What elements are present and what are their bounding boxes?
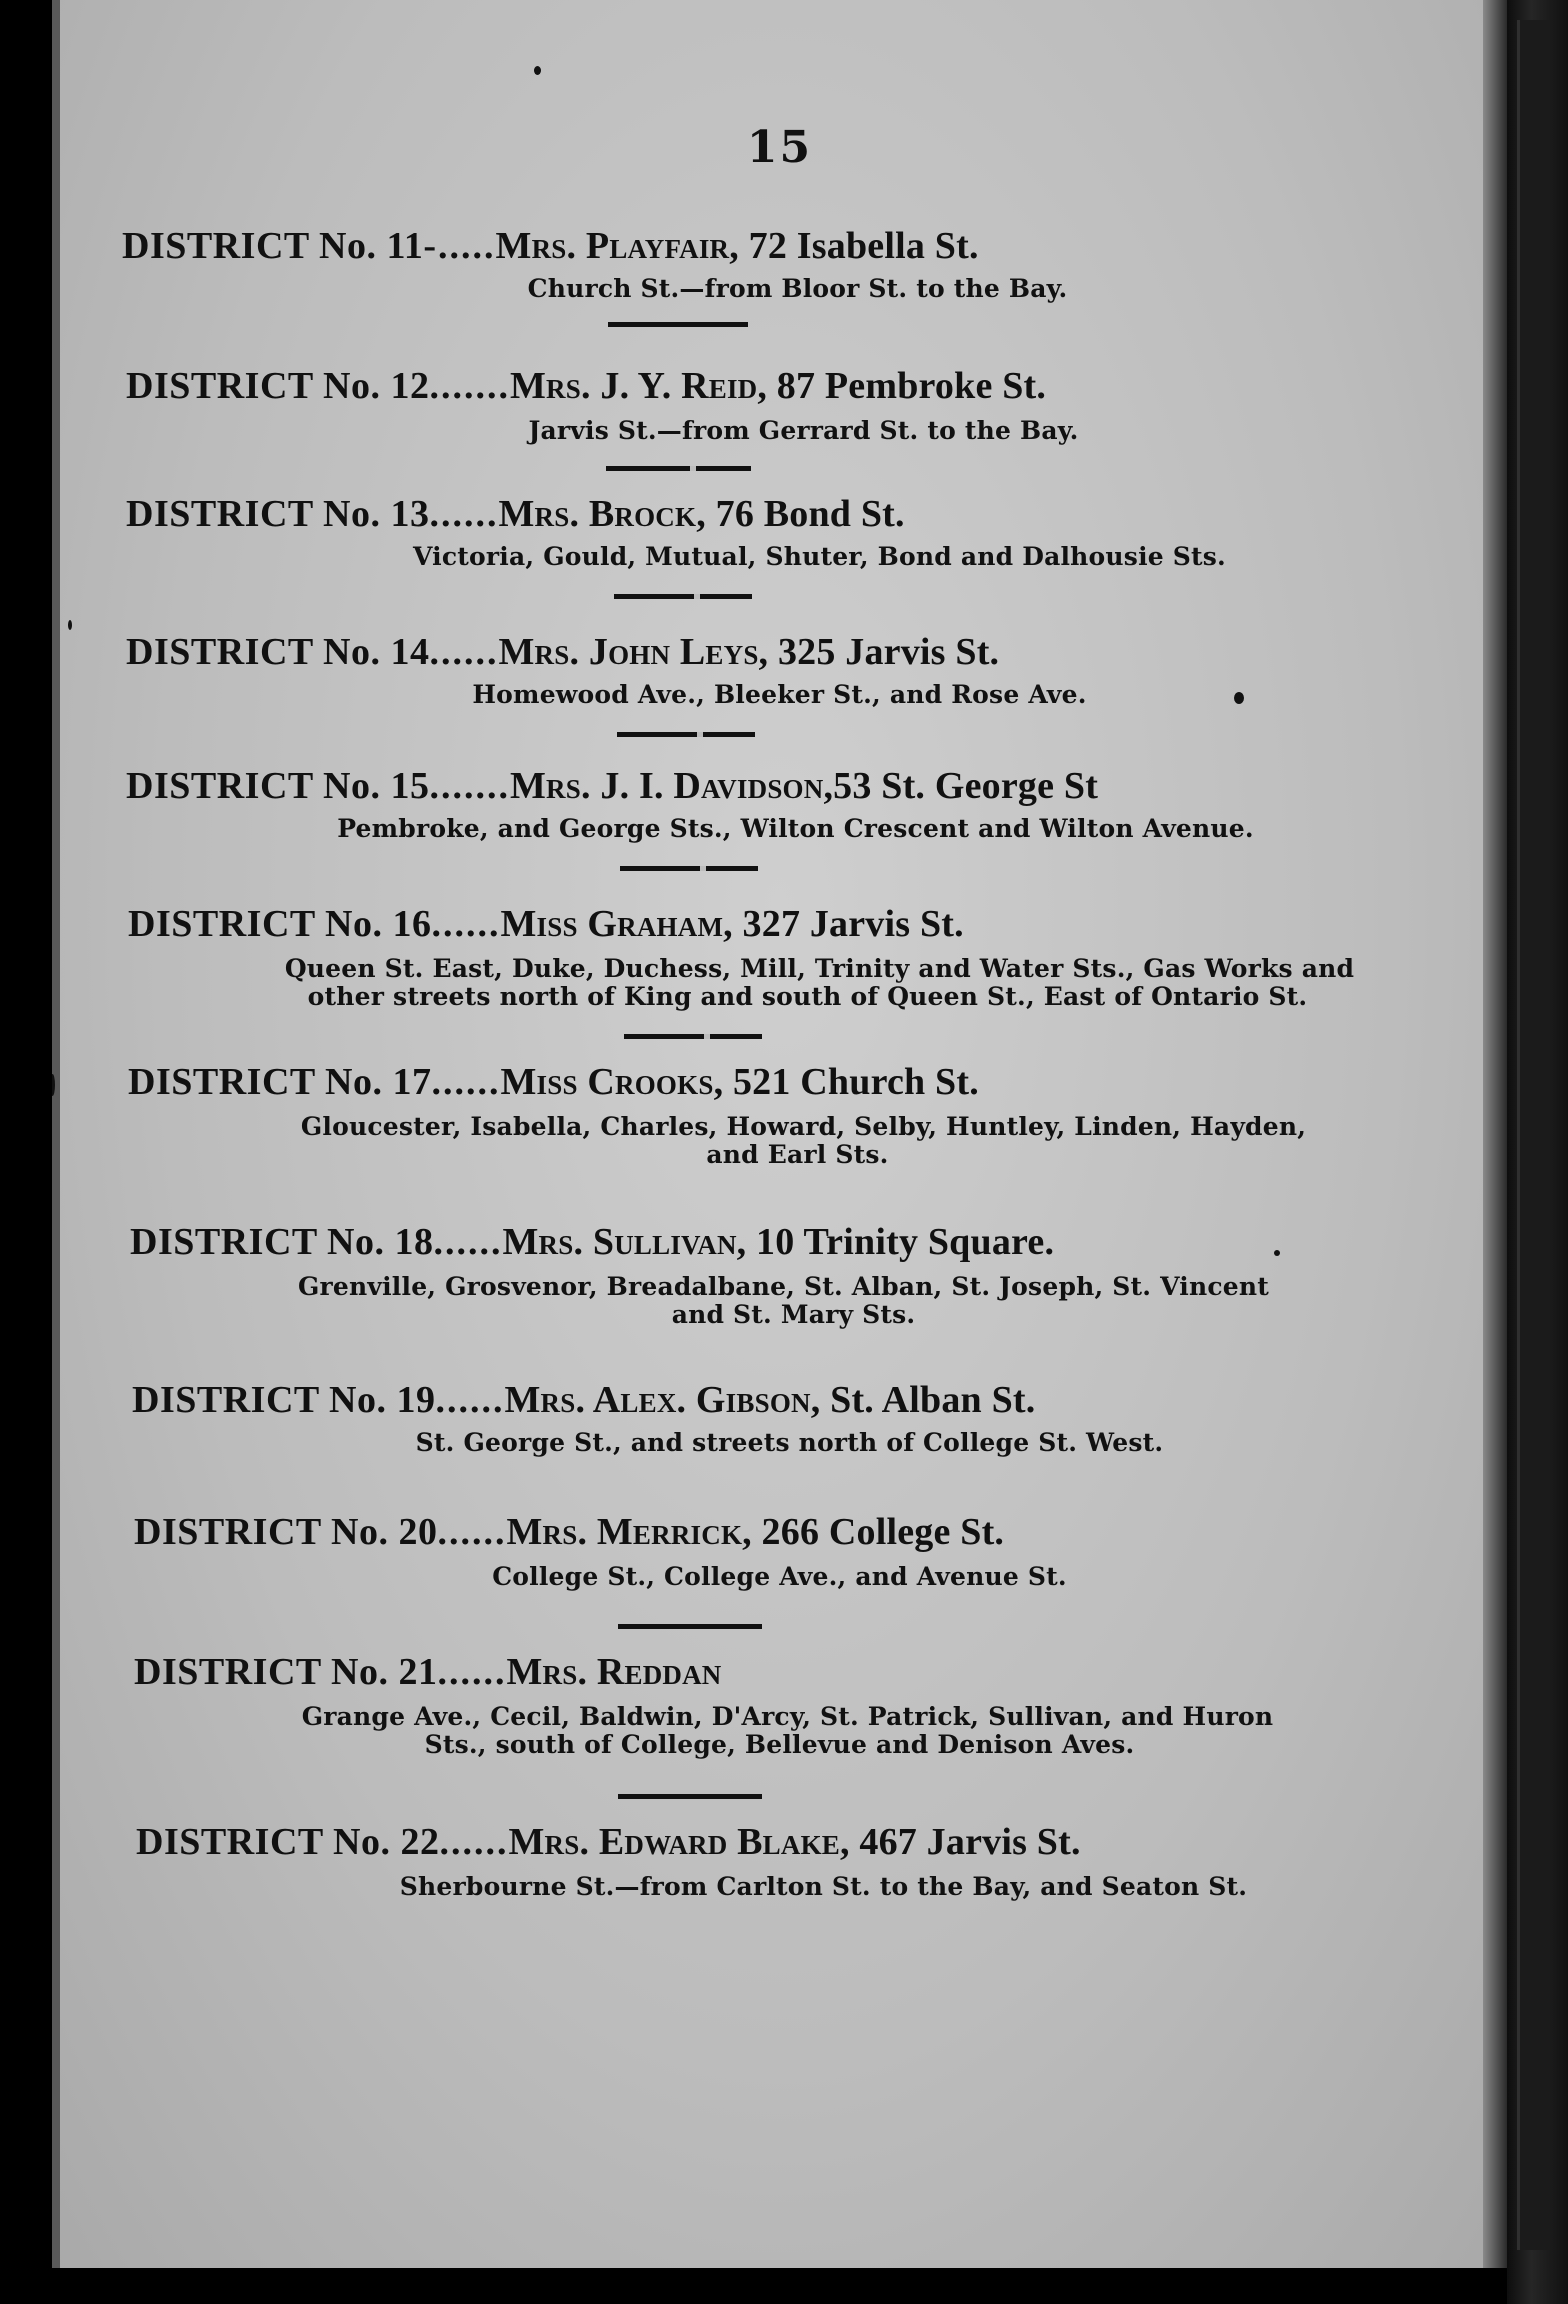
visitor-name: Miss Graham bbox=[500, 903, 724, 945]
district-heading bbox=[134, 1650, 722, 1694]
separator-rule bbox=[618, 1794, 762, 1799]
separator-rule bbox=[617, 732, 755, 737]
district-number: DISTRICT No. 21 bbox=[134, 1651, 438, 1693]
visitor-name: Mrs. J. Y. Reid bbox=[509, 365, 758, 407]
print-speck bbox=[534, 66, 541, 75]
visitor-name: Mrs. Edward Blake bbox=[508, 1821, 840, 1863]
visitor-name: Mrs. J. I. Davidson bbox=[509, 765, 824, 807]
print-speck bbox=[1274, 1250, 1280, 1256]
visitor-name: Mrs. Alex. Gibson bbox=[504, 1379, 811, 1421]
district-streets: Jarvis St.—from Gerrard St. to the Bay. bbox=[528, 416, 1079, 445]
district-streets: St. George St., and streets north of College St. West. bbox=[415, 1428, 1164, 1457]
district-streets-line-2: and Earl Sts. bbox=[706, 1140, 889, 1169]
district-streets: Church St.—from Bloor St. to the Bay. bbox=[527, 274, 1068, 303]
district-streets-line-1: Grange Ave., Cecil, Baldwin, D'Arcy, St. Patrick, Sullivan, and Huron bbox=[301, 1702, 1274, 1731]
book-spine bbox=[1507, 0, 1568, 2304]
visitor-name: Mrs. Playfair bbox=[495, 225, 730, 267]
district-heading bbox=[126, 764, 1098, 808]
leader-dots: ...... bbox=[437, 1511, 507, 1553]
leader-dots: ...... bbox=[429, 631, 499, 673]
district-streets-line-1: Queen St. East, Duke, Duchess, Mill, Trinity and Water Sts., Gas Works and bbox=[284, 954, 1355, 983]
leader-dots: ...... bbox=[435, 1379, 505, 1421]
visitor-address: , St. Alban St. bbox=[810, 1379, 1036, 1421]
document-page bbox=[52, 0, 1507, 2268]
district-streets: College St., College Ave., and Avenue St. bbox=[492, 1562, 1067, 1591]
district-streets-line-1: Grenville, Grosvenor, Breadalbane, St. Alban, St. Joseph, St. Vincent bbox=[297, 1272, 1269, 1301]
district-heading bbox=[136, 1820, 1081, 1864]
separator-rule bbox=[624, 1034, 762, 1039]
district-heading bbox=[126, 630, 999, 674]
district-number: DISTRICT No. 15 bbox=[126, 765, 430, 807]
page-number: 15 bbox=[746, 122, 813, 173]
district-streets-line-2: and St. Mary Sts. bbox=[671, 1300, 916, 1329]
district-streets-line-1: Gloucester, Isabella, Charles, Howard, Selby, Huntley, Linden, Hayden, bbox=[300, 1112, 1307, 1141]
separator-rule bbox=[618, 1624, 762, 1629]
visitor-name: Miss Crooks bbox=[500, 1061, 714, 1103]
district-heading bbox=[126, 492, 905, 536]
district-streets: Pembroke, and George Sts., Wilton Crescent and Wilton Avenue. bbox=[337, 814, 1254, 843]
visitor-name: Mrs. Sullivan bbox=[502, 1221, 737, 1263]
leader-dots: ....... bbox=[429, 365, 510, 407]
district-heading bbox=[122, 224, 979, 268]
print-speck bbox=[1234, 692, 1244, 704]
leader-dots: ...... bbox=[433, 1221, 503, 1263]
district-streets: Homewood Ave., Bleeker St., and Rose Ave. bbox=[472, 680, 1087, 709]
visitor-address: ,53 St. George St bbox=[823, 765, 1099, 807]
visitor-name: Mrs. John Leys bbox=[498, 631, 759, 673]
district-streets: Sherbourne St.—from Carlton St. to the Bay, and Seaton St. bbox=[399, 1872, 1248, 1901]
leader-dots: -..... bbox=[423, 225, 496, 267]
leader-dots: ...... bbox=[429, 493, 499, 535]
separator-rule bbox=[608, 322, 748, 327]
separator-rule bbox=[606, 466, 751, 471]
district-heading bbox=[134, 1510, 1004, 1554]
leader-dots: ...... bbox=[431, 903, 501, 945]
print-speck bbox=[68, 620, 72, 630]
visitor-address: , 521 Church St. bbox=[713, 1061, 979, 1103]
district-streets-line-2: Sts., south of College, Bellevue and Denison Aves. bbox=[424, 1730, 1135, 1759]
visitor-address: , 266 College St. bbox=[742, 1511, 1005, 1553]
district-number: DISTRICT No. 18 bbox=[130, 1221, 434, 1263]
visitor-address: , 72 Isabella St. bbox=[729, 225, 979, 267]
district-number: DISTRICT No. 11 bbox=[122, 225, 424, 267]
separator-rule bbox=[620, 866, 758, 871]
district-number: DISTRICT No. 17 bbox=[128, 1061, 432, 1103]
district-heading bbox=[126, 364, 1046, 408]
leader-dots: ...... bbox=[439, 1821, 509, 1863]
district-streets: Victoria, Gould, Mutual, Shuter, Bond and Dalhousie Sts. bbox=[413, 542, 1226, 571]
district-heading bbox=[130, 1220, 1054, 1264]
district-number: DISTRICT No. 22 bbox=[136, 1821, 440, 1863]
visitor-name: Mrs. Merrick bbox=[506, 1511, 743, 1553]
visitor-address: , 467 Jarvis St. bbox=[839, 1821, 1081, 1863]
district-number: DISTRICT No. 16 bbox=[128, 903, 432, 945]
district-number: DISTRICT No. 19 bbox=[132, 1379, 436, 1421]
district-heading bbox=[128, 1060, 979, 1104]
district-number: DISTRICT No. 13 bbox=[126, 493, 430, 535]
visitor-address: , 87 Pembroke St. bbox=[757, 365, 1047, 407]
visitor-address: , 76 Bond St. bbox=[696, 493, 905, 535]
visitor-name: Mrs. Reddan bbox=[506, 1651, 722, 1693]
district-heading bbox=[132, 1378, 1035, 1422]
visitor-address: , 325 Jarvis St. bbox=[758, 631, 1000, 673]
visitor-name: Mrs. Brock bbox=[498, 493, 697, 535]
leader-dots: ...... bbox=[431, 1061, 501, 1103]
district-number: DISTRICT No. 20 bbox=[134, 1511, 438, 1553]
spine-band bbox=[1517, 20, 1550, 2250]
visitor-address: , 10 Trinity Square. bbox=[736, 1221, 1055, 1263]
separator-rule bbox=[614, 594, 752, 599]
leader-dots: ....... bbox=[429, 765, 510, 807]
district-number: DISTRICT No. 14 bbox=[126, 631, 430, 673]
district-number: DISTRICT No. 12 bbox=[126, 365, 430, 407]
district-heading bbox=[128, 902, 964, 946]
leader-dots: ...... bbox=[437, 1651, 507, 1693]
district-streets-line-2: other streets north of King and south of Queen St., East of Ontario St. bbox=[307, 982, 1308, 1011]
visitor-address: , 327 Jarvis St. bbox=[723, 903, 964, 945]
